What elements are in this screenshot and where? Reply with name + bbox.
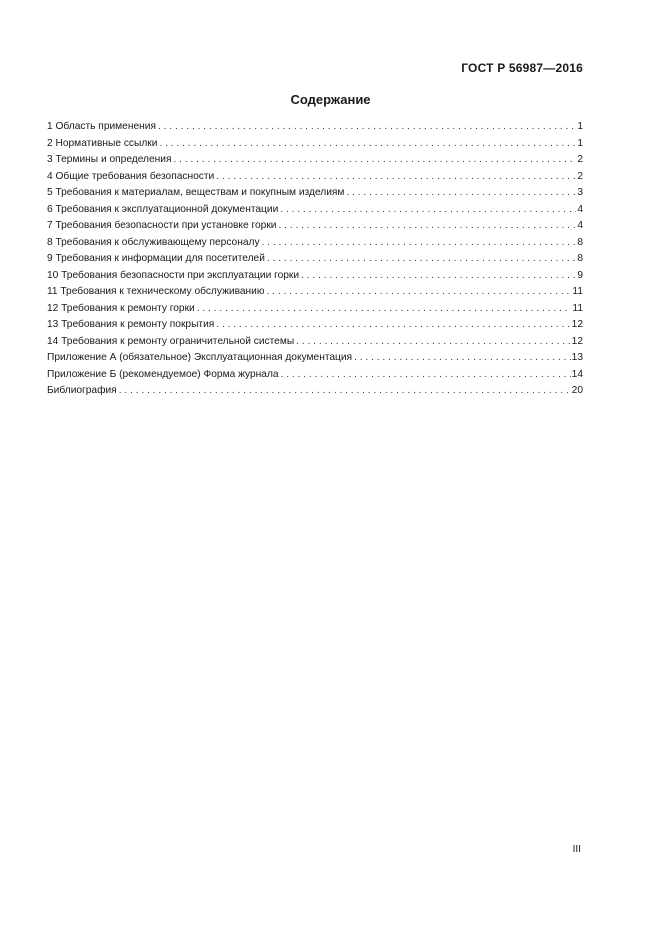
toc-entry[interactable] (47, 235, 583, 252)
toc-entry-page: 3 (577, 187, 583, 198)
toc-entry-label: 12 Требования к ремонту горки (47, 302, 195, 314)
toc-entry[interactable] (47, 317, 583, 334)
toc-entry-page: 8 (577, 253, 583, 264)
toc-entry[interactable] (47, 383, 583, 400)
toc-leader-dots (197, 301, 572, 318)
document-code: ГОСТ Р 56987—2016 (461, 61, 583, 75)
toc-entry[interactable] (47, 350, 583, 367)
toc-leader-dots (262, 235, 577, 252)
toc-entry-label: 7 Требования безопасности при установке горки (47, 220, 277, 231)
toc-entry[interactable] (47, 284, 583, 301)
toc-leader-dots (158, 119, 576, 136)
table-of-contents (47, 119, 583, 400)
toc-leader-dots (159, 136, 576, 153)
toc-entry[interactable] (47, 136, 583, 153)
toc-entry-label: 11 Требования к техническому обслуживанию (47, 286, 265, 297)
toc-entry[interactable] (47, 152, 583, 169)
toc-entry[interactable] (47, 202, 583, 219)
toc-entry-page: 4 (577, 203, 583, 215)
toc-entry[interactable] (47, 218, 583, 235)
toc-entry-page: 12 (571, 335, 583, 347)
toc-entry-page: 2 (577, 154, 583, 165)
toc-leader-dots (301, 268, 576, 285)
toc-leader-dots (354, 350, 571, 367)
toc-entry-page: 20 (571, 385, 583, 396)
toc-leader-dots (281, 367, 571, 384)
toc-entry[interactable] (47, 367, 583, 384)
toc-entry-label: 3 Термины и определения (47, 154, 172, 165)
toc-entry-page: 1 (577, 121, 583, 132)
toc-entry-label: Приложение А (обязательное) Эксплуатационная документация (47, 352, 353, 363)
toc-entry-label: 13 Требования к ремонту покрытия (47, 319, 215, 330)
toc-leader-dots (278, 218, 576, 235)
toc-entry-label: Приложение Б (рекомендуемое) Форма журнала (47, 368, 279, 380)
toc-entry[interactable] (47, 119, 583, 136)
toc-entry[interactable] (47, 268, 583, 285)
toc-leader-dots (267, 251, 576, 268)
toc-entry-label: 2 Нормативные ссылки (47, 137, 158, 149)
toc-title: Содержание (290, 92, 371, 107)
toc-entry-page: 9 (577, 269, 583, 281)
toc-entry[interactable] (47, 301, 583, 318)
toc-leader-dots (296, 334, 570, 351)
toc-entry-label: 1 Область применения (47, 121, 156, 132)
toc-entry[interactable] (47, 334, 583, 351)
toc-entry-page: 14 (571, 368, 583, 380)
toc-leader-dots (216, 317, 570, 334)
toc-entry-label: 8 Требования к обслуживающему персоналу (47, 236, 260, 248)
toc-leader-dots (280, 202, 576, 219)
toc-entry-page: 8 (577, 236, 583, 248)
page-number: III (572, 844, 581, 855)
toc-entry-page: 13 (571, 352, 583, 363)
toc-entry-label: 10 Требования безопасности при эксплуатации горки (47, 269, 300, 281)
toc-leader-dots (173, 152, 576, 169)
toc-entry-page: 2 (577, 170, 583, 182)
toc-entry[interactable] (47, 169, 583, 186)
toc-entry-page: 11 (572, 302, 583, 314)
toc-entry-label: 4 Общие требования безопасности (47, 170, 215, 182)
toc-entry-label: Библиография (47, 385, 117, 396)
toc-entry-label: 14 Требования к ремонту ограничительной системы (47, 335, 295, 347)
toc-entry-page: 4 (577, 220, 583, 231)
toc-entry-label: 9 Требования к информации для посетителей (47, 253, 265, 264)
toc-entry-page: 12 (571, 319, 583, 330)
toc-entry[interactable] (47, 251, 583, 268)
toc-leader-dots (346, 185, 576, 202)
toc-entry-page: 11 (572, 286, 583, 297)
toc-entry[interactable] (47, 185, 583, 202)
toc-leader-dots (119, 383, 571, 400)
toc-entry-page: 1 (577, 137, 583, 149)
toc-entry-label: 5 Требования к материалам, веществам и покупным изделиям (47, 187, 345, 198)
toc-entry-label: 6 Требования к эксплуатационной документации (47, 203, 279, 215)
toc-leader-dots (267, 284, 572, 301)
toc-leader-dots (216, 169, 576, 186)
